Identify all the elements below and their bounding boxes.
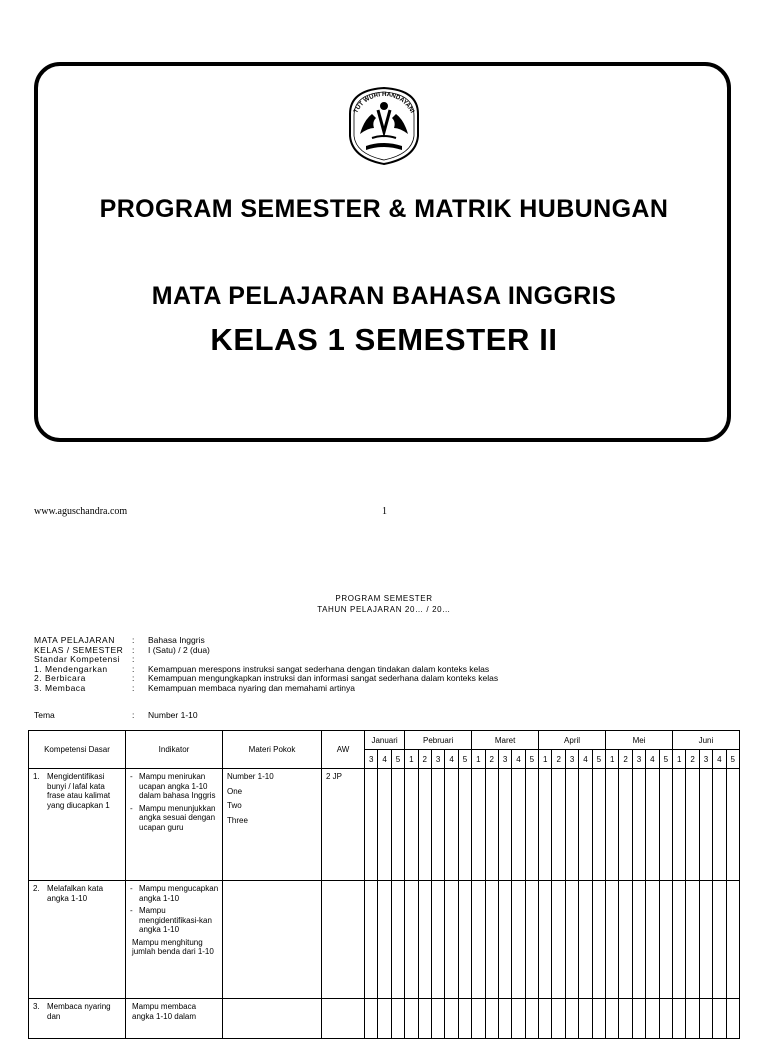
week-cell <box>539 769 552 881</box>
table-row <box>29 999 740 1039</box>
kompetensi-dasar-cell <box>29 769 126 881</box>
meta-colon: : <box>132 682 135 693</box>
week-cell <box>378 881 391 999</box>
indikator-item <box>130 1002 219 1021</box>
program-heading: PROGRAM SEMESTER <box>335 594 433 603</box>
month-header: Pebruari <box>405 731 472 750</box>
aw-cell: 2 JP <box>322 769 365 881</box>
week-header: 2 <box>686 750 699 769</box>
week-cell <box>565 881 578 999</box>
week-cell <box>472 881 485 999</box>
meta-key: MATA PELAJARAN <box>34 635 115 645</box>
week-cell <box>579 769 592 881</box>
cover-title: PROGRAM SEMESTER & MATRIK HUBUNGAN <box>99 195 669 223</box>
meta-value: Kemampuan membaca nyaring dan memahami artinya <box>148 682 355 693</box>
meta-block <box>34 636 498 693</box>
week-cell <box>672 769 685 881</box>
indikator-item <box>130 804 219 833</box>
week-header: 2 <box>418 750 431 769</box>
week-cell <box>512 769 525 881</box>
indikator-text: Mampu menirukan ucapan angka 1-10 dalam bahasa Inggris <box>139 772 216 800</box>
week-cell <box>365 881 378 999</box>
program-semester-table <box>28 730 740 1039</box>
week-header: 2 <box>619 750 632 769</box>
week-cell <box>391 999 404 1039</box>
week-header: 5 <box>726 750 739 769</box>
week-cell <box>606 769 619 881</box>
week-cell <box>418 999 431 1039</box>
week-cell <box>512 999 525 1039</box>
indikator-cell <box>126 999 223 1039</box>
aw-cell <box>322 999 365 1039</box>
meta-key: 2. Berbicara <box>34 673 86 683</box>
tema-value: Number 1-10 <box>148 710 198 720</box>
week-cell <box>458 999 471 1039</box>
tema-row <box>34 710 198 720</box>
materi-item: Two <box>227 801 242 810</box>
kd-number: 1. <box>33 772 40 781</box>
week-cell <box>431 999 444 1039</box>
week-cell <box>672 999 685 1039</box>
meta-colon: : <box>132 635 135 645</box>
indikator-text: Mampu menghitung jumlah benda dari 1-10 <box>132 937 214 956</box>
week-header: 5 <box>458 750 471 769</box>
week-cell <box>498 999 511 1039</box>
cover-subtitle: MATA PELAJARAN BAHASA INGGRIS <box>151 282 617 310</box>
week-header: 4 <box>512 750 525 769</box>
week-cell <box>539 999 552 1039</box>
kd-number: 3. <box>33 1002 40 1011</box>
week-header: 5 <box>391 750 404 769</box>
week-header: 1 <box>539 750 552 769</box>
week-header: 2 <box>552 750 565 769</box>
materi-item: Number 1-10 <box>227 772 274 781</box>
week-cell <box>378 999 391 1039</box>
kompetensi-dasar-cell <box>29 881 126 999</box>
kd-number: 2. <box>33 884 40 893</box>
meta-value: I (Satu) / 2 (dua) <box>148 644 210 655</box>
indikator-cell <box>126 881 223 999</box>
kd-text: Melafalkan kata angka 1-10 <box>47 884 104 903</box>
week-header: 5 <box>659 750 672 769</box>
week-cell <box>405 769 418 881</box>
week-cell <box>726 999 739 1039</box>
svg-text:TUT WURI HANDAYANI: TUT WURI HANDAYANI <box>352 90 416 115</box>
week-cell <box>619 999 632 1039</box>
week-cell <box>445 999 458 1039</box>
week-cell <box>512 881 525 999</box>
week-cell <box>525 881 538 999</box>
week-cell <box>646 999 659 1039</box>
indikator-text: Mampu membaca angka 1-10 dalam <box>132 1002 197 1021</box>
week-cell <box>565 769 578 881</box>
week-cell <box>445 769 458 881</box>
meta-value: Kemampuan merespons instruksi sangat sederhana dengan tindakan dalam konteks kelas <box>148 663 490 674</box>
week-cell <box>713 881 726 999</box>
week-cell <box>552 999 565 1039</box>
header-aw: AW <box>322 731 365 769</box>
week-cell <box>378 769 391 881</box>
week-cell <box>699 999 712 1039</box>
indikator-text: Mampu mengidentifikasi-kan angka 1-10 <box>139 906 212 934</box>
school-year: TAHUN PELAJARAN 20… / 20… <box>317 605 451 614</box>
week-cell <box>431 881 444 999</box>
week-cell <box>539 881 552 999</box>
week-cell <box>391 769 404 881</box>
bullet-dash: - <box>130 906 133 915</box>
week-cell <box>632 999 645 1039</box>
bullet-dash: - <box>130 884 133 893</box>
week-cell <box>713 999 726 1039</box>
week-header: 4 <box>445 750 458 769</box>
indikator-cell <box>126 769 223 881</box>
week-cell <box>726 769 739 881</box>
week-header: 3 <box>431 750 444 769</box>
week-cell <box>686 881 699 999</box>
week-cell <box>365 769 378 881</box>
week-header: 3 <box>365 750 378 769</box>
meta-key: Standar Kompetensi <box>34 654 121 664</box>
indikator-item <box>130 884 219 903</box>
tema-colon: : <box>132 710 135 720</box>
week-cell <box>646 881 659 999</box>
meta-key: 3. Membaca <box>34 682 86 693</box>
materi-pokok-cell <box>223 999 322 1039</box>
week-cell <box>713 769 726 881</box>
month-header: April <box>539 731 606 750</box>
meta-row <box>34 684 498 694</box>
week-cell <box>418 881 431 999</box>
week-header: 3 <box>565 750 578 769</box>
meta-colon: : <box>132 663 135 674</box>
week-cell <box>552 769 565 881</box>
week-cell <box>445 881 458 999</box>
week-header: 1 <box>472 750 485 769</box>
table-row <box>29 881 740 999</box>
tema-key: Tema <box>34 710 55 720</box>
week-header: 3 <box>498 750 511 769</box>
indikator-item <box>130 772 219 801</box>
week-cell <box>606 999 619 1039</box>
week-cell <box>686 769 699 881</box>
meta-value: Kemampuan mengungkapkan instruksi dan informasi sangat sederhana dalam konteks kelas <box>148 673 499 683</box>
week-cell <box>699 881 712 999</box>
week-cell <box>606 881 619 999</box>
indikator-text: Mampu mengucapkan angka 1-10 <box>139 884 219 903</box>
week-header: 5 <box>592 750 605 769</box>
week-cell <box>405 881 418 999</box>
meta-colon: : <box>132 654 135 664</box>
week-cell <box>458 769 471 881</box>
week-cell <box>472 999 485 1039</box>
meta-colon: : <box>132 673 135 683</box>
week-header: 1 <box>672 750 685 769</box>
month-header: Maret <box>472 731 539 750</box>
week-cell <box>391 881 404 999</box>
week-cell <box>592 769 605 881</box>
week-cell <box>365 999 378 1039</box>
meta-colon: : <box>132 644 135 655</box>
week-cell <box>632 881 645 999</box>
week-cell <box>672 881 685 999</box>
week-cell <box>418 769 431 881</box>
indikator-item <box>130 906 219 935</box>
materi-pokok-cell <box>223 769 322 881</box>
kd-text: Membaca nyaring dan <box>47 1002 111 1021</box>
materi-item: One <box>227 786 243 796</box>
week-cell <box>579 881 592 999</box>
cover-kelas: KELAS 1 SEMESTER II <box>210 322 558 357</box>
month-header: Mei <box>606 731 673 750</box>
week-cell <box>646 769 659 881</box>
week-cell <box>485 881 498 999</box>
week-header: 4 <box>713 750 726 769</box>
header-kompetensi-dasar: Kompetensi Dasar <box>29 731 126 769</box>
bullet-dash: - <box>130 772 133 781</box>
week-cell <box>485 769 498 881</box>
indikator-item <box>130 938 219 957</box>
week-cell <box>619 881 632 999</box>
week-cell <box>498 769 511 881</box>
week-header: 3 <box>632 750 645 769</box>
week-cell <box>592 881 605 999</box>
week-cell <box>686 999 699 1039</box>
week-cell <box>458 881 471 999</box>
week-cell <box>579 999 592 1039</box>
week-cell <box>659 769 672 881</box>
tut-wuri-handayani-logo <box>344 84 424 168</box>
week-header: 3 <box>699 750 712 769</box>
week-cell <box>525 769 538 881</box>
week-cell <box>726 881 739 999</box>
week-header: 4 <box>579 750 592 769</box>
week-header: 1 <box>405 750 418 769</box>
week-header: 4 <box>378 750 391 769</box>
month-header: Januari <box>365 731 405 750</box>
kd-text: Mengidentifikasi bunyi / lafal kata frase atau kalimat yang diucapkan 1 <box>47 772 111 810</box>
week-cell <box>405 999 418 1039</box>
week-cell <box>565 999 578 1039</box>
bullet-dash: - <box>130 803 133 813</box>
month-header: Juni <box>672 731 739 750</box>
week-cell <box>619 769 632 881</box>
indikator-text: Mampu menunjukkan angka sesuai dengan ucapan guru <box>139 803 216 832</box>
week-header: 2 <box>485 750 498 769</box>
week-cell <box>552 881 565 999</box>
week-cell <box>472 769 485 881</box>
footer-url: www.aguschandra.com <box>34 506 128 517</box>
kompetensi-dasar-cell <box>29 999 126 1039</box>
week-cell <box>659 881 672 999</box>
week-cell <box>592 999 605 1039</box>
week-header: 5 <box>525 750 538 769</box>
header-materi-pokok: Materi Pokok <box>223 731 322 769</box>
meta-key: KELAS / SEMESTER <box>34 644 124 655</box>
meta-value: Bahasa Inggris <box>148 635 205 645</box>
aw-cell <box>322 881 365 999</box>
header-indikator: Indikator <box>126 731 223 769</box>
meta-key: 1. Mendengarkan <box>34 663 108 674</box>
week-header: 4 <box>646 750 659 769</box>
week-cell <box>485 999 498 1039</box>
materi-pokok-cell <box>223 881 322 999</box>
week-cell <box>431 769 444 881</box>
table-row <box>29 769 740 881</box>
week-cell <box>525 999 538 1039</box>
footer-page-number: 1 <box>382 506 387 517</box>
week-cell <box>632 769 645 881</box>
week-cell <box>498 881 511 999</box>
week-header: 1 <box>606 750 619 769</box>
week-cell <box>699 769 712 881</box>
materi-item: Three <box>227 815 248 825</box>
week-cell <box>659 999 672 1039</box>
